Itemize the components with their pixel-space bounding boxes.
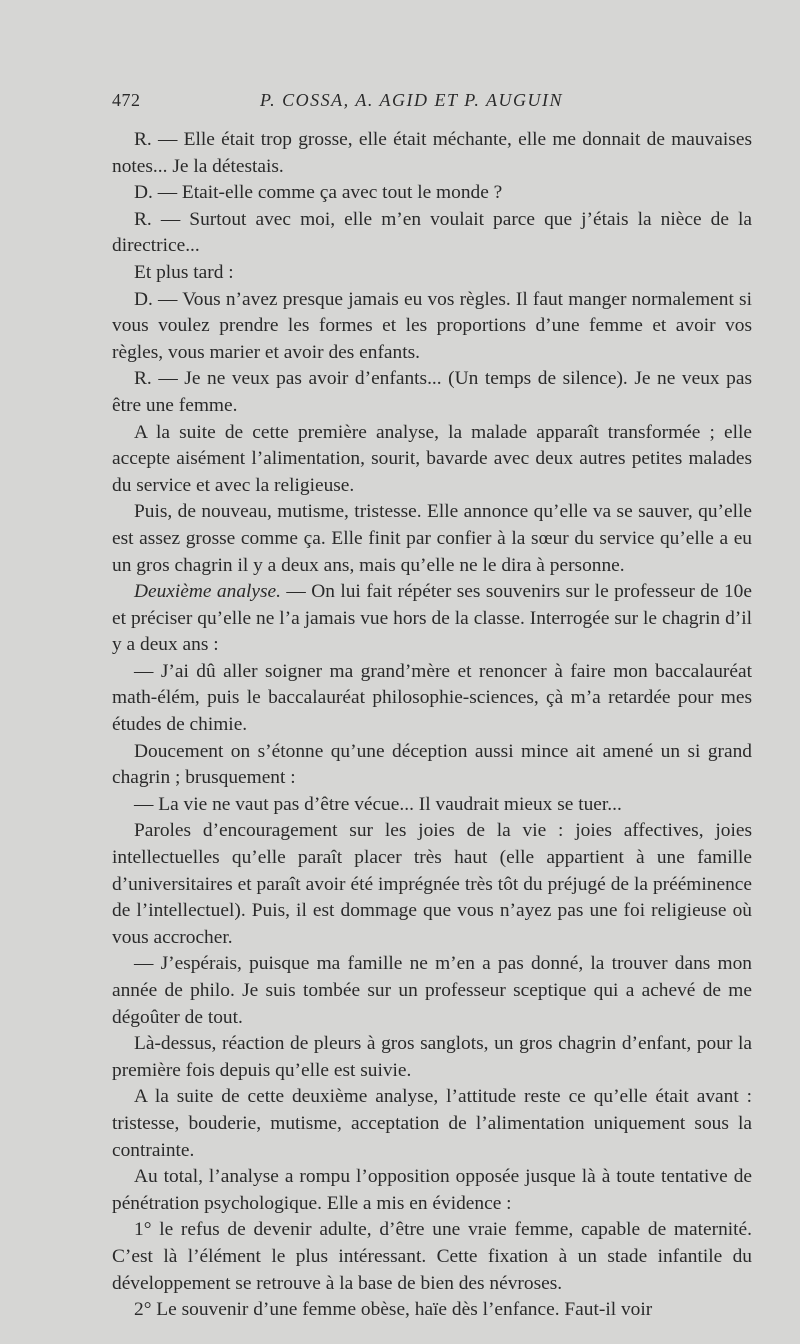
section-lead: Deuxième analyse.: [134, 581, 282, 603]
paragraph-text: — La vie ne vaut pas d’être vécue... Il vaudrait mieux se tuer...: [134, 793, 622, 815]
paragraph-text: Doucement on s’étonne qu’une déception aussi mince ait amené un si grand chagrin ; brusquement :: [112, 740, 752, 789]
paragraph: [112, 951, 752, 1031]
page-header: [112, 90, 752, 116]
body-text: [112, 127, 752, 1324]
paragraph: [112, 659, 752, 739]
paragraph-text: R. — Surtout avec moi, elle m’en voulait parce que j’étais la nièce de la directrice...: [112, 208, 752, 257]
paragraph: [112, 818, 752, 951]
paragraph: [112, 1297, 752, 1324]
running-head: P. COSSA, A. AGID ET P. AUGUIN: [260, 90, 564, 110]
paragraph: [112, 1217, 752, 1297]
paragraph: [112, 579, 752, 659]
paragraph: [112, 499, 752, 579]
paragraph: [112, 420, 752, 500]
paragraph-text: — J’ai dû aller soigner ma grand’mère et renoncer à faire mon baccalauréat math-élém, puis le baccalauréat philosophie-sciences, çà m’a retardée pour mes études de chimie.: [112, 660, 752, 736]
paragraph: [112, 1164, 752, 1217]
paragraph-text: — J’espérais, puisque ma famille ne m’en a pas donné, la trouver dans mon année de philo. Je suis tombée sur un professeur sceptique qui a achevé de me dégoûter de tout.: [112, 953, 752, 1028]
paragraph-text: 2° Le souvenir d’une femme obèse, haïe dès l’enfance. Faut-il voir: [134, 1299, 653, 1321]
paragraph: [112, 127, 752, 180]
paragraph: [112, 207, 752, 260]
paragraph: [112, 1031, 752, 1084]
paragraph: [112, 739, 752, 792]
paragraph: [112, 260, 752, 287]
paragraph: [112, 1084, 752, 1164]
paragraph-text: R. — Elle était trop grosse, elle était méchante, elle me donnait de mauvaises notes... Je la détestais.: [112, 129, 752, 177]
paragraph-text: Au total, l’analyse a rompu l’opposition opposée jusque là à toute tentative de pénétration psychologique. Elle a mis en évidence :: [112, 1166, 752, 1214]
page-number: 472: [112, 90, 141, 110]
paragraph-text: Puis, de nouveau, mutisme, tristesse. Elle annonce qu’elle va se sauver, qu’elle est assez grosse comme ça. Elle finit par confier à la sœur du service qu’elle a eu un gros chagrin il y a deux ans, mais qu’elle ne le dira à personne.: [112, 501, 752, 576]
paragraph-text: A la suite de cette première analyse, la malade apparaît transformée ; elle accepte aisément l’alimentation, sourit, bavarde avec deux autres petites malades du service et avec la religieuse.: [112, 421, 752, 496]
paragraph: [112, 180, 752, 207]
paragraph: [112, 366, 752, 419]
paragraph-text: D. — Vous n’avez presque jamais eu vos règles. Il faut manger normalement si vous voulez prendre les formes et les proportions d’une femme et avoir vos règles, vous marier et avoir des enfants.: [112, 288, 752, 363]
paragraph-text: Paroles d’encouragement sur les joies de la vie : joies affectives, joies intellectuelles qu’elle paraît placer très haut (elle appartient à une famille d’universitaires et paraît avoir été imprégnée très tôt du préjugé de la prééminence de l’intellectuel). Puis, il est dommage que vous n’ayez pas une foi religieuse où vous accrocher.: [112, 820, 752, 948]
paragraph: [112, 792, 752, 819]
paragraph-text: Là-dessus, réaction de pleurs à gros sanglots, un gros chagrin d’enfant, pour la première fois depuis qu’elle est suivie.: [112, 1033, 752, 1081]
paragraph-text: 1° le refus de devenir adulte, d’être une vraie femme, capable de maternité. C’est là l’élément le plus intéressant. Cette fixation à un stade infantile du développement se retrouve à la base de bien des névroses.: [112, 1219, 752, 1294]
paragraph-text: — On lui fait répéter ses souvenirs sur le professeur de 10e et préciser qu’elle ne l’a jamais vue hors de la classe. Interrogée sur le chagrin d’il y a deux ans :: [112, 581, 752, 656]
paragraph: [112, 287, 752, 367]
paragraph-text: R. — Je ne veux pas avoir d’enfants... (Un temps de silence). Je ne veux pas être une femme.: [112, 368, 752, 416]
paragraph-text: D. — Etait-elle comme ça avec tout le monde ?: [134, 182, 503, 204]
paragraph-text: A la suite de cette deuxième analyse, l’attitude reste ce qu’elle était avant : tristesse, bouderie, mutisme, acceptation de l’alimentation uniquement sous la contrainte.: [112, 1086, 752, 1161]
paragraph-text: Et plus tard :: [134, 261, 234, 283]
